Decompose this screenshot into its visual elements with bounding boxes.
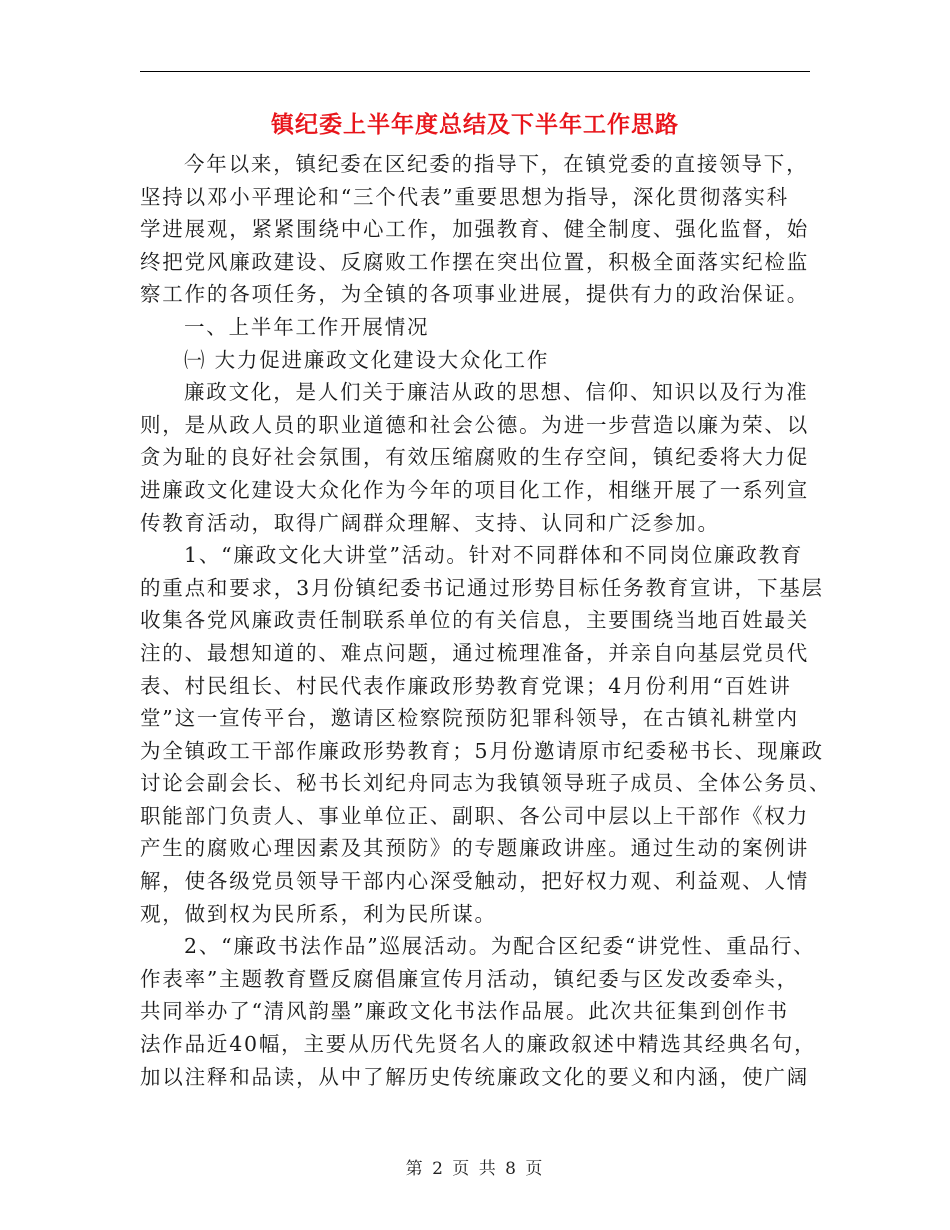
text-line: 观，做到权为民所系，利为民所谋。 [140, 901, 497, 926]
text-line: 1、“廉政文化大讲堂”活动。针对不同群体和不同岗位廉政教育 [184, 543, 804, 568]
text-line: 产生的腐败心理因素及其预防》的专题廉政讲座。通过生动的案例讲 [140, 836, 809, 861]
text-line: 解，使各级党员领导干部内心深受触动，把好权力观、利益观、人情 [140, 869, 809, 894]
text-line: 讨论会副会长、秘书长刘纪舟同志为我镇领导班子成员、全体公务员、 [140, 771, 832, 796]
text-line: 学进展观，紧紧围绕中心工作，加强教育、健全制度、强化监督，始 [140, 217, 809, 242]
text-line: 进廉政文化建设大众化作为今年的项目化工作，相继开展了一系列宣 [140, 477, 809, 502]
text-line: 为全镇政工干部作廉政形势教育；5月份邀请原市纪委秘书长、现廉政 [140, 738, 824, 763]
document-body [140, 148, 832, 1093]
text-line: 职能部门负责人、事业单位正、副职、各公司中层以上干部作《权力 [140, 803, 809, 828]
page-number: 第 2 页 共 8 页 [405, 1159, 545, 1179]
text-line: 则，是从政人员的职业道德和社会公德。为进一步营造以廉为荣、以 [140, 412, 809, 437]
text-line: 一、上半年工作开展情况 [184, 314, 430, 339]
text-line: 传教育活动，取得广阔群众理解、支持、认同和广泛参加。 [140, 510, 720, 535]
text-line: 法作品近40幅，主要从历代先贤名人的廉政叙述中精选其经典名句， [140, 1032, 817, 1057]
document-title: 镇纪委上半年度总结及下半年工作思路 [271, 112, 679, 138]
text-line: 收集各党风廉政责任制联系单位的有关信息，主要围绕当地百姓最关 [140, 608, 809, 633]
text-line: 堂”这一宣传平台，邀请区检察院预防犯罪科领导，在古镇礼耕堂内 [140, 706, 799, 731]
header-rule [140, 71, 810, 72]
text-line: 廉政文化，是人们关于廉洁从政的思想、信仰、知识以及行为准 [184, 380, 809, 405]
text-line: 注的、最想知道的、难点问题，通过梳理准备，并亲自向基层党员代 [140, 640, 809, 665]
text-line: 作表率”主题教育暨反腐倡廉宣传月活动，镇纪委与区发改委牵头， [140, 966, 799, 991]
text-line: 察工作的各项任务，为全镇的各项事业进展，提供有力的政治保证。 [140, 282, 809, 307]
text-line: 今年以来，镇纪委在区纪委的指导下，在镇党委的直接领导下， [184, 152, 809, 176]
text-line: 坚持以邓小平理论和“三个代表”重要思想为指导，深化贯彻落实科 [140, 184, 789, 209]
text-line: 2、“廉政书法作品”巡展活动。为配合区纪委“讲党性、重品行、 [184, 934, 816, 959]
text-line: 共同举办了“清风韵墨”廉政文化书法作品展。此次共征集到创作书 [140, 999, 789, 1024]
text-line: 表、村民组长、村民代表作廉政形势教育党课；4月份利用“百姓讲 [140, 673, 792, 698]
text-line: 终把党风廉政建设、反腐败工作摆在突出位置，积极全面落实纪检监 [140, 249, 809, 274]
text-line: ㈠ 大力促进廉政文化建设大众化工作 [184, 347, 550, 372]
text-line: 加以注释和品读，从中了解历史传统廉政文化的要义和内涵，使广阔 [140, 1064, 809, 1089]
text-line: 的重点和要求，3月份镇纪委书记通过形势目标任务教育宣讲，下基层 [140, 575, 824, 600]
text-line: 贪为耻的良好社会氛围，有效压缩腐败的生存空间，镇纪委将大力促 [140, 445, 809, 470]
